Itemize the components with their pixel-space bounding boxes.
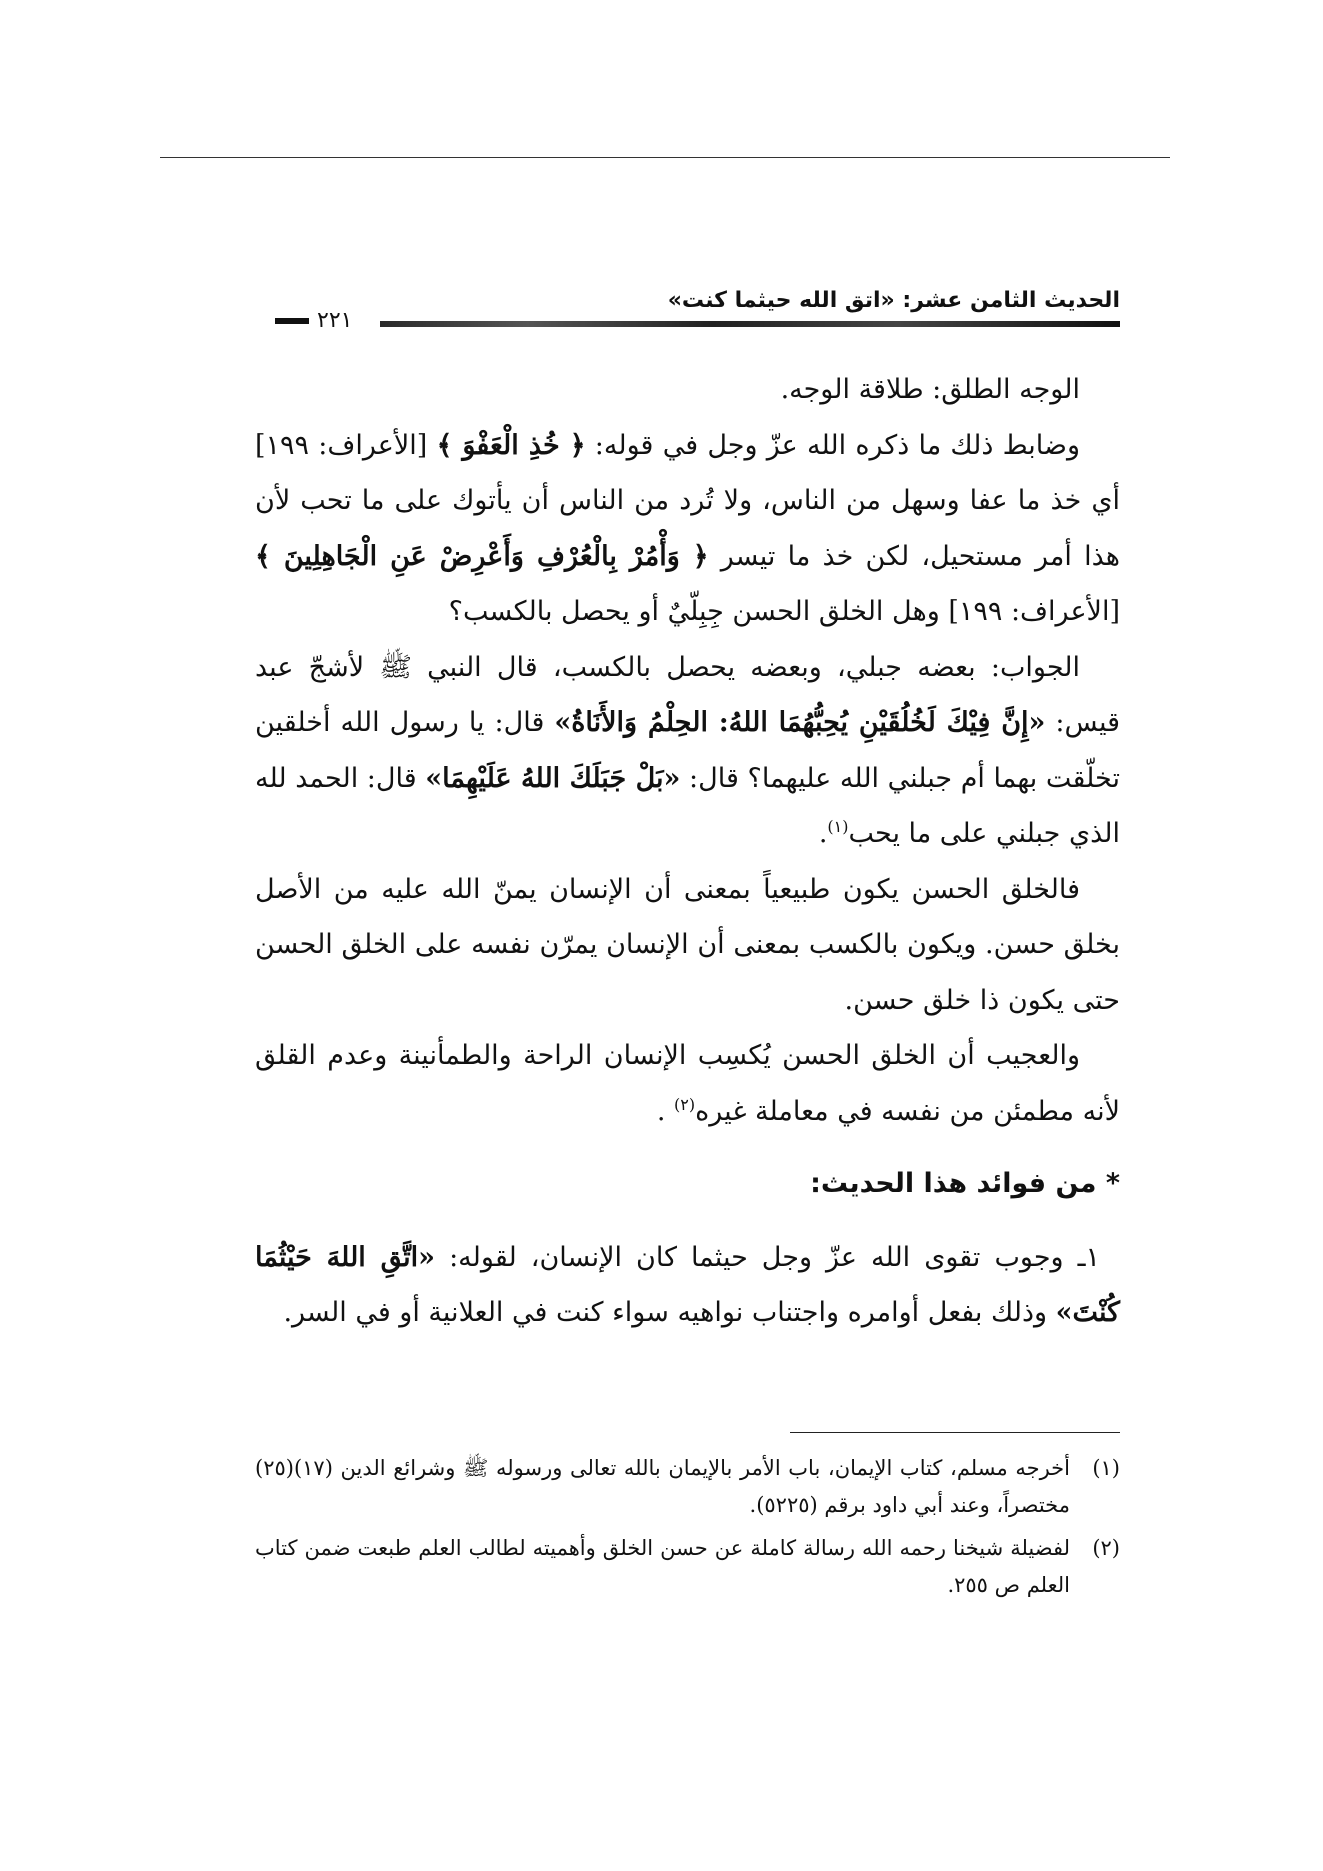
hadith-quote-3: «اتَّقِ اللهَ حَيْثُمَا كُنْتَ» — [255, 1242, 1120, 1328]
benefit-item-1-text-2: وذلك بفعل أوامره واجتناب نواهيه سواء كنت في العلانية أو في السر. — [283, 1297, 1056, 1328]
page-number-value: ٢٢١ — [317, 308, 353, 333]
benefit-item-1 — [255, 1230, 1120, 1340]
paragraph-nature: فالخلق الحسن يكون طبيعياً بمعنى أن الإنسان يمنّ الله عليه من الأصل بخلق حسن. ويكون بالكسب بمعنى أن الإنسان يمرّن نفسه على الخلق الحسن حتى يكون ذا خلق حسن. — [255, 873, 1120, 1016]
page-number — [275, 308, 352, 333]
paragraph-criterion-text-1: وضابط ذلك ما ذكره الله عزّ وجل في قوله: — [585, 429, 1080, 461]
paragraph-answer-end: . — [818, 818, 828, 849]
page-number-dash — [275, 318, 309, 324]
paragraph-answer-text-2: قال: يا رسول الله أخلقين تخلّقت بهما أم جبلني الله عليهما؟ قال: — [255, 707, 1120, 794]
footnote-2 — [255, 1530, 1120, 1604]
paragraph-wonder-text: والعجيب أن الخلق الحسن يُكسِب الإنسان الراحة والطمأنينة وعدم القلق لأنه مطمئن من نفسه في معاملة غيره — [255, 1040, 1120, 1127]
paragraph-answer — [255, 640, 1120, 862]
header-rule — [380, 321, 1120, 327]
paragraph-wonder — [255, 1028, 1120, 1139]
hadith-quote-1: «إِنَّ فِيْكَ لَخُلُقَيْنِ يُحِبُّهُمَا اللهُ: الحِلْمُ وَالأَنَاةُ» — [554, 707, 1046, 738]
footnotes — [255, 1450, 1120, 1610]
footnote-1-marker: (١) — [1092, 1456, 1120, 1480]
paragraph-wonder-end: . — [656, 1095, 675, 1127]
footnote-2-marker: (٢) — [1092, 1536, 1120, 1560]
running-header — [275, 288, 1120, 340]
paragraph-definition: الوجه الطلق: طلاقة الوجه. — [780, 374, 1080, 405]
footnote-2-text: لفضيلة شيخنا رحمه الله رسالة كاملة عن حسن الخلق وأهميته لطالب العلم طبعت ضمن كتاب العلم ص ٢٥٥. — [255, 1536, 1070, 1597]
running-header-title: الحديث الثامن عشر: «اتق الله حيثما كنت» — [667, 288, 1120, 313]
benefit-item-1-text-1: ١ـ وجوب تقوى الله عزّ وجل حيثما كان الإنسان، لقوله: — [435, 1242, 1101, 1273]
footnote-ref-1[interactable]: (١) — [827, 817, 849, 836]
paragraph-criterion-text-3: [الأعراف: ١٩٩] وهل الخلق الحسن جِبِلّيٌ أو يحصل بالكسب؟ — [448, 596, 1120, 627]
hadith-quote-2: «بَلْ جَبَلَكَ اللهُ عَلَيْهِمَا» — [425, 762, 681, 794]
footnote-separator — [790, 1432, 1120, 1433]
paragraph-criterion — [255, 418, 1120, 640]
paragraph-answer-text-3: قال: الحمد لله الذي جبلني على ما يحب — [255, 762, 1120, 849]
footnote-ref-2[interactable]: (٢) — [674, 1094, 696, 1114]
paragraph-criterion-text-2: [الأعراف: ١٩٩] أي خذ ما عفا وسهل من الناس، ولا تُرد من الناس أن يأتوك على ما تحب لأن هذا أمر مستحيل، لكن خذ ما تيسر — [255, 429, 1120, 572]
benefits-list — [255, 1230, 1120, 1340]
quran-verse-2: ﴿ وَأْمُرْ بِالْعُرْفِ وَأَعْرِضْ عَنِ الْجَاهِلِينَ ﴾ — [255, 540, 709, 572]
paragraph-answer-text-1: الجواب: بعضه جبلي، وبعضه يحصل بالكسب، قال النبي ﷺ لأشجّ عبد قيس: — [255, 651, 1120, 738]
top-page-rule — [160, 157, 1170, 158]
benefits-heading: * من فوائد هذا الحديث: — [810, 1168, 1120, 1199]
main-text — [255, 362, 1120, 1139]
footnote-1 — [255, 1450, 1120, 1524]
quran-verse-1: ﴿ خُذِ الْعَفْوَ ﴾ — [436, 429, 586, 461]
footnote-1-text: أخرجه مسلم، كتاب الإيمان، باب الأمر بالإيمان بالله تعالى ورسوله ﷺ وشرائع الدين (١٧)(٢٥) مختصراً، وعند أبي داود برقم (٥٢٢٥). — [255, 1456, 1071, 1517]
